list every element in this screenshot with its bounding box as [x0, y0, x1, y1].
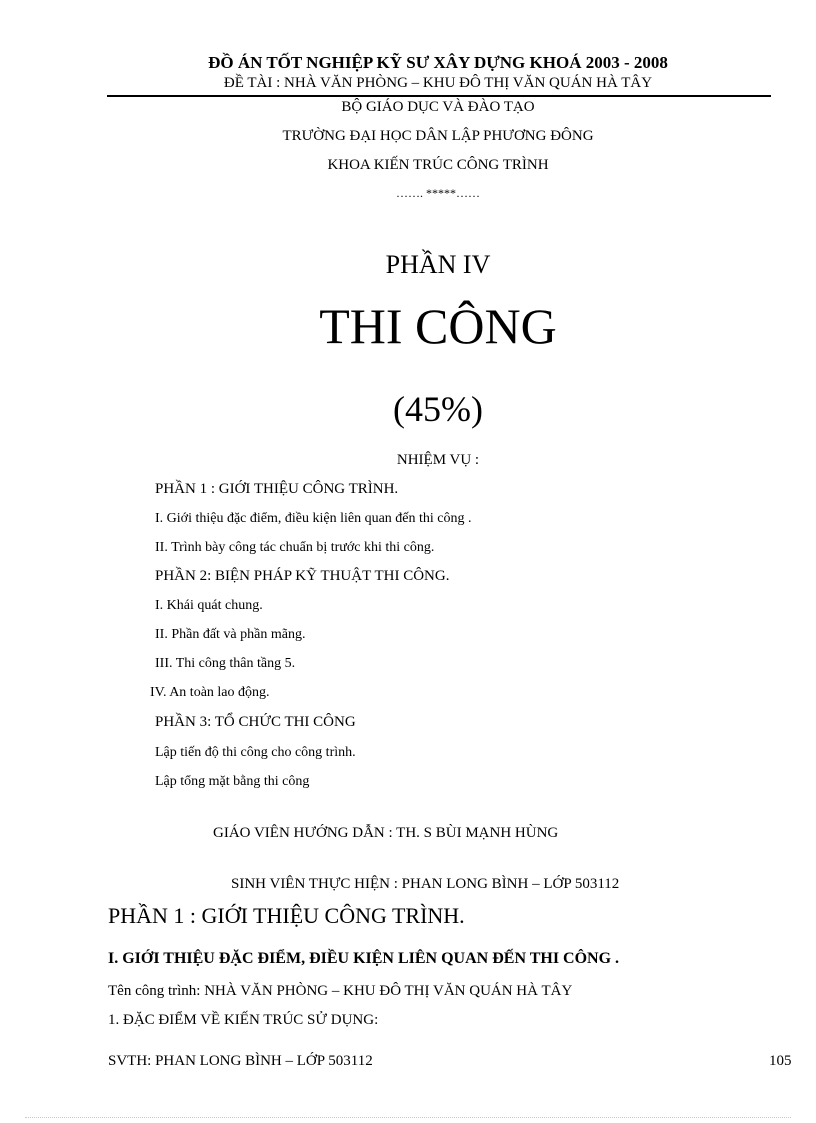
header-topic: ĐỀ TÀI : NHÀ VĂN PHÒNG – KHU ĐÔ THỊ VĂN QUÁN HÀ TÂY: [223, 75, 653, 91]
main-title: THI CÔNG: [319, 298, 557, 354]
university-name: TRƯỜNG ĐẠI HỌC DÂN LẬP PHƯƠNG ĐÔNG: [282, 128, 594, 144]
weight-percent: (45%): [393, 389, 483, 429]
task-item: Lập tổng mặt bằng thi công: [155, 774, 310, 789]
separator-line: ……. *****……: [396, 186, 480, 200]
task-item: I. Giới thiệu đặc điểm, điều kiện liên quan đến thi công .: [155, 511, 472, 526]
task-item: I. Khái quát chung.: [155, 598, 263, 613]
task-item: PHẦN 3: TỔ CHỨC THI CÔNG: [155, 714, 356, 730]
architecture-item: 1. ĐẶC ĐIỂM VỀ KIẾN TRÚC SỬ DỤNG:: [108, 1012, 379, 1028]
advisor-line: GIÁO VIÊN HƯỚNG DẪN : TH. S BÙI MẠNH HÙNG: [213, 825, 559, 841]
page-number: 105: [769, 1053, 792, 1069]
student-line: SINH VIÊN THỰC HIỆN : PHAN LONG BÌNH – LỚP 503112: [231, 876, 620, 892]
page-bottom-rule: [25, 1117, 791, 1118]
part1-heading: PHẦN 1 : GIỚI THIỆU CÔNG TRÌNH.: [108, 903, 465, 928]
task-item: III. Thi công thân tầng 5.: [155, 656, 296, 671]
header-title: ĐỒ ÁN TỐT NGHIỆP KỸ SƯ XÂY DỰNG KHOÁ 2003 - 2008: [208, 53, 668, 72]
ministry-name: BỘ GIÁO DỤC VÀ ĐÀO TẠO: [341, 99, 535, 115]
task-item: PHẦN 1 : GIỚI THIỆU CÔNG TRÌNH.: [155, 481, 399, 497]
part1-section-heading: I. GIỚI THIỆU ĐẶC ĐIỂM, ĐIỀU KIỆN LIÊN QUAN ĐẾN THI CÔNG .: [108, 950, 620, 967]
task-item: PHẦN 2: BIỆN PHÁP KỸ THUẬT THI CÔNG.: [155, 568, 450, 584]
tasks-label: NHIỆM VỤ :: [396, 452, 480, 468]
task-item: IV. An toàn lao động.: [150, 685, 270, 700]
project-name-line: Tên công trình: NHÀ VĂN PHÒNG – KHU ĐÔ THỊ VĂN QUÁN HÀ TÂY: [108, 983, 573, 999]
task-item: II. Phần đất và phần mãng.: [155, 627, 306, 642]
footer-author: SVTH: PHAN LONG BÌNH – LỚP 503112: [108, 1053, 373, 1069]
header-rule: [107, 95, 771, 97]
faculty-name: KHOA KIẾN TRÚC CÔNG TRÌNH: [327, 157, 549, 173]
task-item: II. Trình bày công tác chuẩn bị trước khi thi công.: [155, 540, 435, 555]
part-heading: PHẦN IV: [385, 250, 491, 279]
task-item: Lập tiến độ thi công cho công trình.: [155, 745, 356, 760]
